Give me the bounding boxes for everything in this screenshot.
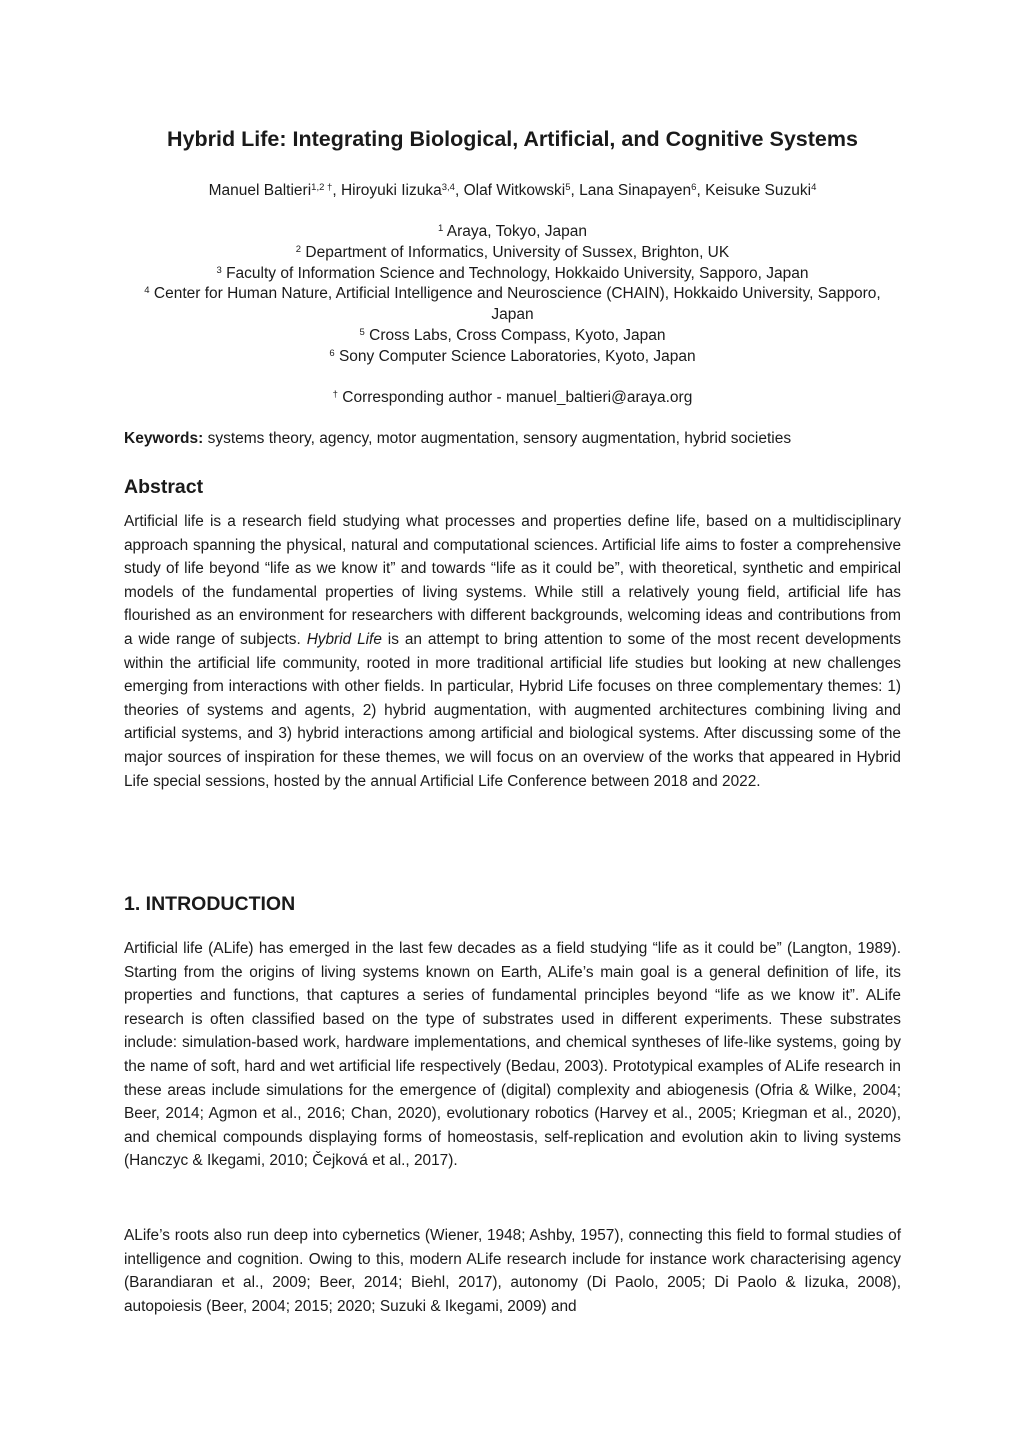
corresponding-author: † Corresponding author - manuel_baltieri@araya.org [332, 389, 693, 406]
affiliation: $^3$ Faculty of Information Science and Technology, Hokkaido University, Sapporo, Japan [216, 264, 809, 282]
author-name: Lana Sinapayen [579, 182, 692, 199]
author [705, 182, 816, 199]
affiliation: $^2$ Department of Informatics, University of Sussex, Brighton, UK [295, 243, 730, 261]
introduction-heading: 1. INTRODUCTION [124, 893, 296, 915]
keywords-label: Keywords: [124, 430, 204, 447]
keywords [124, 428, 901, 450]
affiliation: $^6$ Sony Computer Science Laboratories, Kyoto, Japan [329, 347, 696, 365]
corresponding-author-email[interactable]: Corresponding author - manuel_baltieri@araya.org [342, 389, 693, 406]
author-name: Keisuke Suzuki [705, 182, 812, 199]
author-affiliation-marker: 3,4 [441, 182, 455, 193]
author-list [124, 180, 901, 202]
affiliation: $^5$ Cross Labs, Cross Compass, Kyoto, Japan [359, 326, 666, 344]
author-affiliation-marker: 6 [691, 182, 697, 193]
keywords-text: systems theory, agency, motor augmentation, sensory augmentation, hybrid societies [207, 430, 792, 447]
introduction-paragraph: ALife’s roots also run deep into cybernetics (Wiener, 1948; Ashby, 1957), connecting this field to formal studies of intelligence and cognition. Owing to this, modern ALife research include for instance work characterising agency (Barandiaran et al., 2009; Beer, 2014; Biehl, 2017), autonomy (Di Paolo, 2005; Di Paolo & Iizuka, 2008), autopoiesis (Beer, 2004; 2015; 2020; Suzuki & Ikegami, 2009) and [124, 1227, 901, 1315]
author-affiliation-marker: 1,2 † [311, 182, 333, 193]
author-affiliation-marker: 4 [811, 182, 817, 193]
affiliation-list [124, 222, 901, 368]
author: Manuel Baltieri$^{1,2 \dagger}$, [208, 182, 341, 199]
abstract-heading: Abstract [124, 476, 204, 498]
paper-title: Hybrid Life: Integrating Biological, Artificial, and Cognitive Systems [167, 127, 858, 151]
author-name: Manuel Baltieri [208, 182, 312, 199]
author-name: Olaf Witkowski [463, 182, 566, 199]
author: Hiroyuki Iizuka$^{3,4}$, [340, 182, 464, 199]
abstract-text: Artificial life is a research field studying what processes and properties define life, based on a multidisciplinary approach spanning the physical, natural and computational sciences. Artificial life aims to foster a comprehensive study of life beyond “life as we know it” and towards “life as it could be”, with theoretical, synthetic and empirical models of the fundamental properties of living systems. While still a relatively young field, artificial life has flourished as an environment for researchers with different backgrounds, welcoming ideas and contributions from a wide range of subjects. Hybrid Life is an attempt to bring attention to some of the most recent developments within the artificial life community, rooted in more traditional artificial life studies but looking at new challenges emerging from interactions with other fields. In particular, Hybrid Life focuses on three complementary themes: 1) theories of systems and agents, 2) hybrid augmentation, with augmented architectures combining living and artificial systems, and 3) hybrid interactions among artificial and biological systems. After discussing some of the major sources of inspiration for these themes, we will focus on an overview of the works that appeared in Hybrid Life special sessions, hosted by the annual Artificial Life Conference between 2018 and 2022. [124, 513, 901, 790]
affiliation: $^1$ Araya, Tokyo, Japan [438, 223, 587, 240]
author-affiliation-marker: 5 [565, 182, 571, 193]
affiliation: $^4$ Center for Human Nature, Artificial Intelligence and Neuroscience (CHAIN), Hokkaido University, Sapporo, Japan [144, 285, 881, 324]
introduction-paragraph: Artificial life (ALife) has emerged in the last few decades as a field studying “life as it could be” (Langton, 1989). Starting from the origins of living systems known on Earth, ALife’s main goal is a general definition of life, its properties and functions, that captures a series of fundamental principles beyond “life as we know it”. ALife research is often classified based on the type of substrates used in different experiments. These substrates include: simulation-based work, hardware implementations, and chemical syntheses of life-like systems, going by the name of soft, hard and wet artificial life respectively (Bedau, 2003). Prototypical examples of ALife research in these areas include simulations for the emergence of (digital) complexity and abiogenesis (Ofria & Wilke, 2004; Beer, 2014; Agmon et al., 2016; Chan, 2020), evolutionary robotics (Harvey et al., 2005; Kriegman et al., 2020), and chemical compounds displaying forms of homeostasis, self-replication and evolution akin to living systems (Hanczyc & Ikegami, 2010; Čejková et al., 2017). [124, 940, 901, 1170]
author: Olaf Witkowski$^5$, [463, 182, 580, 199]
author-name: Hiroyuki Iizuka [340, 182, 442, 199]
author: Lana Sinapayen$^6$, [579, 182, 706, 199]
